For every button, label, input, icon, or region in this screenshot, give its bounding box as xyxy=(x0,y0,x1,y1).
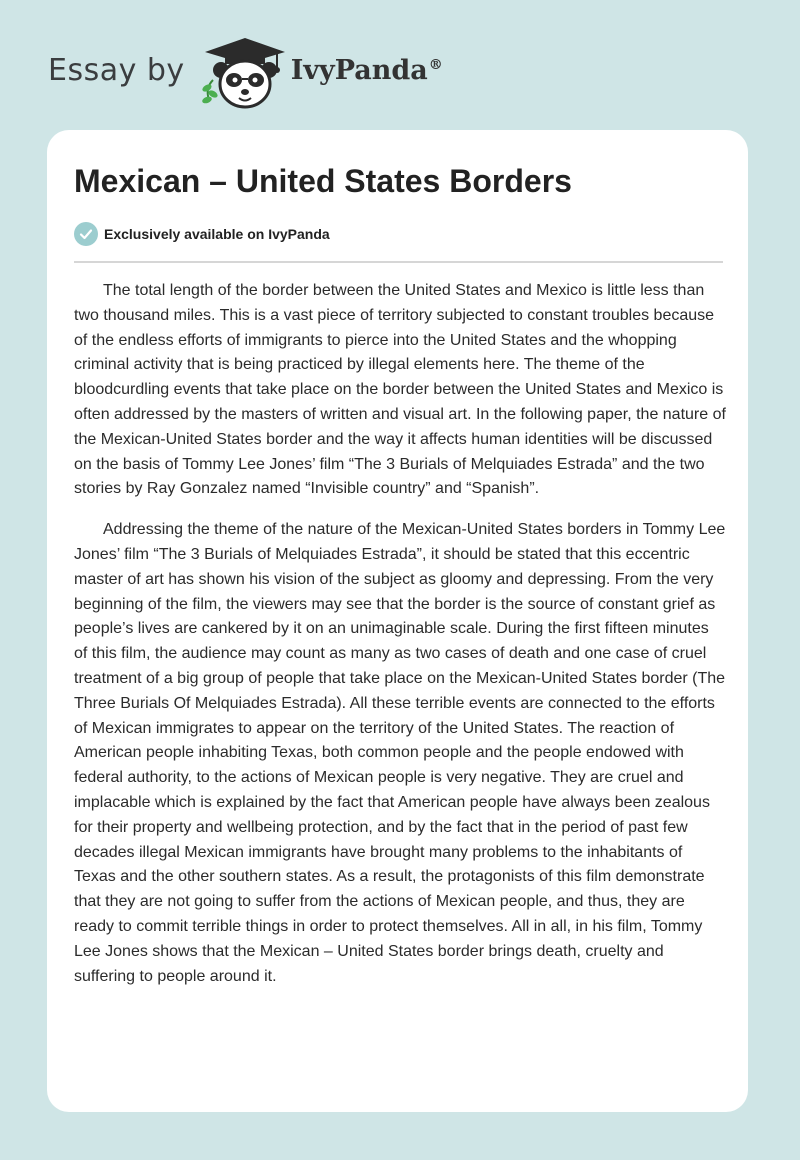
essay-by-label: Essay by xyxy=(48,52,185,88)
divider xyxy=(74,261,723,263)
brand-name: IvyPanda® xyxy=(290,54,443,86)
paragraph: Addressing the theme of the nature of the Mexican-United States borders in Tommy Lee Jones’ film “The 3 Burials of Melquiades Estrada”, it should be stated that this eccentric master of art has shown his vision of the subject as gloomy and depressing. From the very beginning of the film, the viewers may see that the border is the source of constant grief as people’s lives are cankered by it on an unimaginable scale. During the first fifteen minutes of this film, the audience may count as many as two cases of death and one case of cruel treatment of a big group of people that take place on the Mexican-United States border (The Three Burials Of Melquiades Estrada). All these terrible events are connected to the efforts of Mexican immigrates to appear on the territory of the United States. The reaction of American people inhabiting Texas, both common people and the people endowed with federal authority, to the actions of Mexican people is very negative. They are cruel and implacable which is explained by the fact that American people have always been zealous for their property and wellbeing protection, and by the fact that in the period of past few decades illegal Mexican immigrants have brought many problems to the inhabitants of Texas and the other southern states. As a result, the protagonists of this film demonstrate that they are not going to suffer from the actions of Mexican people, and thus, they are ready to commit terrible things in order to protect themselves. All in all, in his film, Tommy Lee Jones shows that the Mexican – United States border brings death, cruelty and suffering to people around it. xyxy=(74,521,726,985)
checkmark-icon xyxy=(74,222,98,246)
exclusive-badge xyxy=(74,222,330,246)
panda-graduate-icon xyxy=(195,30,285,110)
paragraph: The total length of the border between the United States and Mexico is little less than two thousand miles. This is a vast piece of territory subjected to constant troubles because of the endless efforts of immigrants to pierce into the United States and the whopping criminal activity that is being practiced by illegal elements here. The theme of the bloodcurdling events that take place on the border between the United States and Mexico is often addressed by the masters of written and visual art. In the following paper, the nature of the Mexican-United States border and the way it affects human identities will be discussed on the basis of Tommy Lee Jones’ film “The 3 Burials of Melquiades Estrada” and the two stories by Ray Gonzalez named “Invisible country” and “Spanish”. xyxy=(74,282,726,498)
essay-body xyxy=(74,279,726,1005)
registered-mark: ® xyxy=(428,56,443,73)
page-title: Mexican – United States Borders xyxy=(74,163,572,199)
ivypanda-logo[interactable] xyxy=(195,30,443,110)
exclusive-label: Exclusively available on IvyPanda xyxy=(104,226,330,242)
site-header xyxy=(48,30,443,110)
ivy-leaf-icon xyxy=(201,80,219,105)
essay-card xyxy=(47,130,748,1112)
